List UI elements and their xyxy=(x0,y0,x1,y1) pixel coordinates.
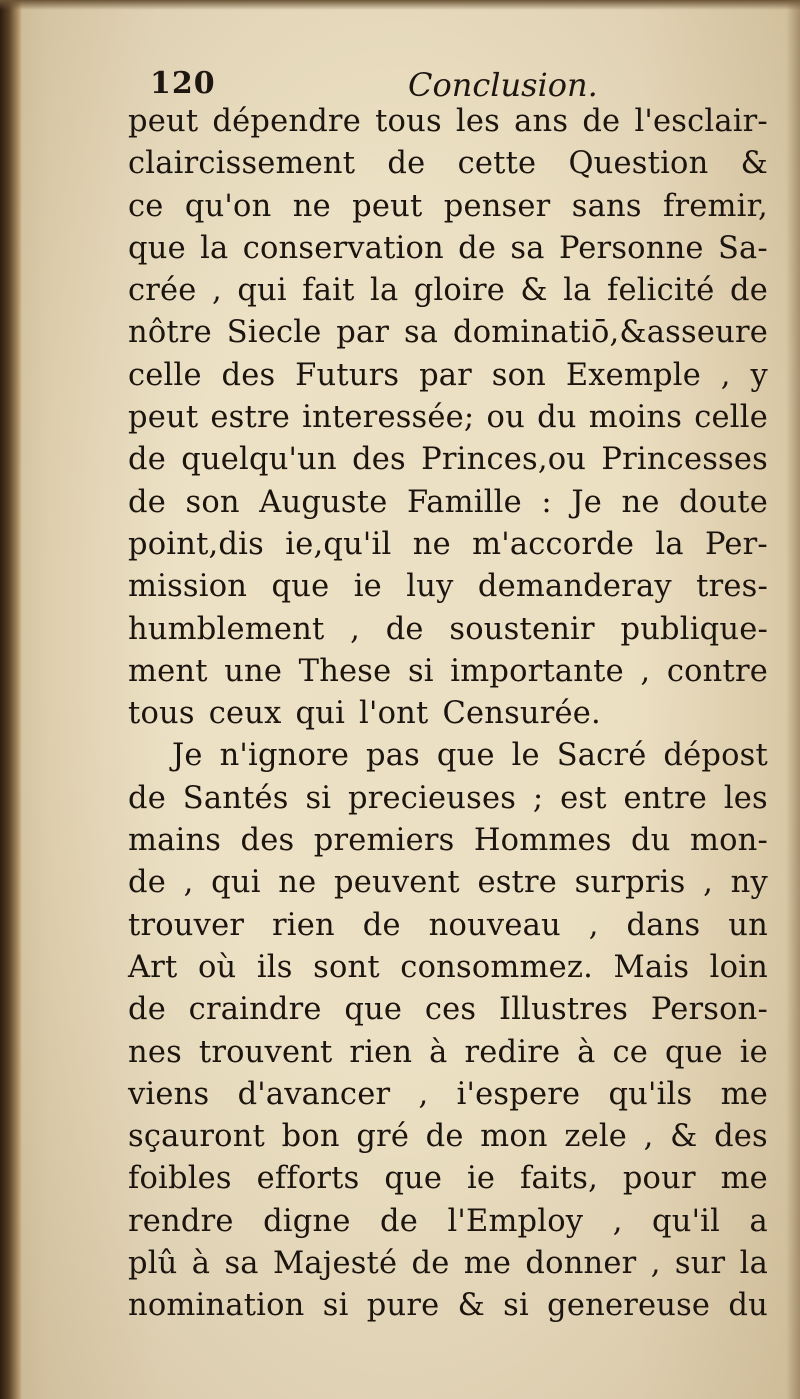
word: ne xyxy=(412,526,451,562)
text-line xyxy=(128,989,768,1031)
word: mains xyxy=(128,823,222,859)
word: These xyxy=(298,653,392,689)
word: ie xyxy=(739,1034,768,1070)
word: d'avancer xyxy=(237,1076,391,1112)
text-line xyxy=(128,270,768,312)
page-right-edge xyxy=(786,0,800,1399)
word: consommez. xyxy=(400,949,594,985)
word: de xyxy=(385,611,424,647)
word: sans xyxy=(571,188,642,224)
text-line xyxy=(128,609,768,651)
word: de xyxy=(362,907,401,943)
text-line xyxy=(128,312,768,354)
word: Censurée. xyxy=(442,696,601,732)
word: a xyxy=(749,1203,768,1239)
word: ne xyxy=(292,188,331,224)
text-line xyxy=(128,693,768,735)
word: viens xyxy=(128,1076,210,1112)
word: ; xyxy=(532,780,544,816)
word: à xyxy=(577,1034,596,1070)
word: Princesses xyxy=(601,442,768,478)
book-spine-shadow xyxy=(0,0,22,1399)
text-line xyxy=(128,735,768,777)
word: si xyxy=(407,653,434,689)
word: de xyxy=(128,780,166,816)
word: par xyxy=(336,315,390,351)
page-top-edge xyxy=(0,0,800,10)
word: du xyxy=(728,1288,768,1324)
word: ils xyxy=(256,949,293,985)
word: crée xyxy=(128,273,197,309)
word: Sacré xyxy=(556,738,647,774)
word: craindre xyxy=(188,992,322,1028)
word: son xyxy=(185,484,240,520)
word: publique- xyxy=(620,611,768,647)
word: redire xyxy=(464,1034,561,1070)
word: de xyxy=(380,1203,418,1239)
word: Illustres xyxy=(498,992,629,1028)
word: que xyxy=(344,992,403,1028)
word: felicité xyxy=(606,273,715,309)
word: qui xyxy=(295,696,346,732)
word: , xyxy=(640,653,651,689)
word: dominatiō,&asseure xyxy=(452,315,768,351)
word: la xyxy=(369,273,399,309)
word: contre xyxy=(666,653,768,689)
word: Question xyxy=(568,146,709,182)
word: ne xyxy=(621,484,660,520)
word: humblement xyxy=(128,611,325,647)
word: rien xyxy=(349,1034,413,1070)
text-line xyxy=(128,566,768,608)
word: , xyxy=(418,1076,429,1112)
word: sont xyxy=(313,949,380,985)
word: de xyxy=(128,484,166,520)
word: son xyxy=(491,357,547,393)
word: sçauront xyxy=(128,1119,266,1155)
word: de xyxy=(411,1246,450,1282)
word: à xyxy=(429,1034,448,1070)
word: si xyxy=(503,1288,529,1324)
word: gré xyxy=(356,1119,410,1155)
word: que xyxy=(436,738,495,774)
word: nôtre xyxy=(128,315,212,351)
word: foibles xyxy=(128,1161,232,1197)
word: point,dis xyxy=(128,526,264,562)
word: trouvent xyxy=(198,1034,333,1070)
text-line xyxy=(128,1032,768,1074)
word: pour xyxy=(622,1161,696,1197)
text-line xyxy=(128,820,768,862)
text-line xyxy=(128,778,768,820)
word: , xyxy=(703,865,713,901)
word: demanderay xyxy=(477,569,672,605)
word: qui xyxy=(237,273,287,309)
word: n'ignore xyxy=(219,738,350,774)
word: peut xyxy=(128,104,199,139)
word: moins xyxy=(588,400,683,436)
word: Art xyxy=(128,949,178,985)
text-line xyxy=(128,524,768,566)
word: ou xyxy=(486,400,525,436)
word: peut xyxy=(128,400,199,436)
word: Exemple xyxy=(565,357,701,393)
word: rien xyxy=(272,907,335,943)
word: , xyxy=(643,1119,654,1155)
word: m'accorde xyxy=(472,526,635,562)
word: premiers xyxy=(313,823,455,859)
word: & xyxy=(670,1119,698,1155)
text-line xyxy=(128,101,768,143)
word: Personne xyxy=(558,230,704,266)
word: des xyxy=(352,442,406,478)
word: quelqu'un xyxy=(181,442,337,478)
word: est xyxy=(560,780,607,816)
word: peuvent xyxy=(334,865,460,901)
word: ne xyxy=(278,865,317,901)
word: ce xyxy=(612,1034,649,1070)
word: ny xyxy=(730,865,768,901)
word: une xyxy=(224,653,283,689)
word: rendre xyxy=(128,1203,234,1239)
text-line xyxy=(128,355,768,397)
word: la xyxy=(739,1246,768,1282)
word: Sa- xyxy=(717,230,768,266)
body-text xyxy=(128,101,768,1328)
text-line xyxy=(128,651,768,693)
word: zele xyxy=(564,1119,628,1155)
word: , xyxy=(183,865,194,901)
word: & xyxy=(520,273,548,309)
text-line xyxy=(128,905,768,947)
word: qu'il xyxy=(652,1203,721,1239)
word: claircissement xyxy=(128,146,356,182)
text-line xyxy=(128,947,768,989)
word: cette xyxy=(457,146,537,182)
word: Auguste xyxy=(259,484,388,520)
word: precieuses xyxy=(348,780,517,816)
word: de xyxy=(128,865,166,901)
word: mission xyxy=(128,569,248,605)
word: Je xyxy=(172,738,203,774)
word: de xyxy=(425,1119,464,1155)
word: ce xyxy=(128,188,164,224)
word: Famille xyxy=(406,484,522,520)
page-number: 120 xyxy=(150,66,216,101)
word: , xyxy=(612,1203,623,1239)
word: peut xyxy=(352,188,423,224)
word: la xyxy=(655,526,684,562)
text-line xyxy=(128,1285,768,1327)
word: ment xyxy=(128,653,208,689)
word: qui xyxy=(211,865,261,901)
word: estre xyxy=(210,400,291,436)
word: Majesté xyxy=(272,1246,398,1282)
word: i'espere xyxy=(456,1076,581,1112)
word: , xyxy=(350,611,361,647)
word: Futurs xyxy=(295,357,400,393)
word: sa xyxy=(403,315,439,351)
word: que xyxy=(128,230,186,266)
word: y xyxy=(750,357,768,393)
word: du xyxy=(537,400,577,436)
text-line xyxy=(128,228,768,270)
word: si xyxy=(305,780,332,816)
word: de xyxy=(729,273,768,309)
word: où xyxy=(197,949,237,985)
word: pure xyxy=(366,1288,440,1324)
word: me xyxy=(463,1246,512,1282)
word: que xyxy=(271,569,330,605)
word: mon- xyxy=(689,823,768,859)
word: Per- xyxy=(705,526,768,562)
word: , xyxy=(650,1246,661,1282)
word: ans xyxy=(514,104,569,139)
word: un xyxy=(728,907,768,943)
word: Santés xyxy=(182,780,289,816)
word: le xyxy=(511,738,540,774)
word: nouveau xyxy=(428,907,561,943)
word: ie,qu'il xyxy=(285,526,392,562)
word: doute xyxy=(679,484,768,520)
word: que xyxy=(664,1034,723,1070)
word: l'esclair- xyxy=(634,104,768,139)
word: digne xyxy=(263,1203,351,1239)
text-line xyxy=(128,482,768,524)
word: ie xyxy=(466,1161,496,1197)
text-line xyxy=(128,1243,768,1285)
word: par xyxy=(419,357,472,393)
word: dépost xyxy=(663,738,768,774)
word: nes xyxy=(128,1034,182,1070)
word: ceux xyxy=(208,696,282,732)
word: les xyxy=(723,780,768,816)
word: & xyxy=(457,1288,485,1324)
word: dépendre xyxy=(212,104,361,139)
word: des xyxy=(714,1119,768,1155)
word: de xyxy=(582,104,621,139)
word: Hommes xyxy=(473,823,612,859)
word: du xyxy=(630,823,671,859)
word: faits, xyxy=(519,1161,599,1197)
word: de xyxy=(128,442,166,478)
word: donner xyxy=(525,1246,637,1282)
word: celle xyxy=(694,400,768,436)
word: soustenir xyxy=(449,611,595,647)
word: l'ont xyxy=(359,696,429,732)
word: qu'ils xyxy=(608,1076,693,1112)
word: nomination xyxy=(128,1288,305,1324)
word: trouver xyxy=(128,907,245,943)
word: des xyxy=(221,357,276,393)
text-line xyxy=(128,1116,768,1158)
word: mon xyxy=(480,1119,548,1155)
word: fait xyxy=(302,273,355,309)
word: estre xyxy=(477,865,558,901)
word: de xyxy=(128,992,166,1028)
word: des xyxy=(240,823,295,859)
text-line xyxy=(128,186,768,228)
word: Mais xyxy=(613,949,690,985)
word: , xyxy=(588,907,599,943)
word: la xyxy=(200,230,229,266)
word: Person- xyxy=(650,992,768,1028)
word: surpris xyxy=(574,865,686,901)
word: tous xyxy=(375,104,442,139)
word: dans xyxy=(626,907,701,943)
word: pas xyxy=(366,738,420,774)
word: interessée; xyxy=(302,400,475,436)
word: sur xyxy=(674,1246,726,1282)
word: les xyxy=(455,104,500,139)
text-line xyxy=(128,1201,768,1243)
text-line xyxy=(128,1158,768,1200)
word: plû xyxy=(128,1246,178,1282)
word: tres- xyxy=(696,569,768,605)
word: sa xyxy=(510,230,545,266)
word: conservation xyxy=(242,230,444,266)
word: & xyxy=(740,146,768,182)
word: bon xyxy=(281,1119,340,1155)
word: me xyxy=(720,1161,768,1197)
word: : xyxy=(541,484,552,520)
word: la xyxy=(563,273,592,309)
word: qu'on xyxy=(184,188,272,224)
word: que xyxy=(384,1161,443,1197)
word: Princes,ou xyxy=(421,442,587,478)
word: entre xyxy=(623,780,708,816)
word: efforts xyxy=(256,1161,360,1197)
word: gloire xyxy=(413,273,505,309)
word: me xyxy=(720,1076,768,1112)
word: penser xyxy=(443,188,551,224)
word: fremir, xyxy=(663,188,768,224)
word: luy xyxy=(406,569,454,605)
word: si xyxy=(322,1288,349,1324)
word: , xyxy=(720,357,731,393)
word: , xyxy=(211,273,222,309)
word: genereuse xyxy=(547,1288,711,1324)
word: à xyxy=(191,1246,211,1282)
running-head: Conclusion. xyxy=(408,66,598,104)
word: celle xyxy=(128,357,202,393)
text-line xyxy=(128,397,768,439)
text-line xyxy=(128,143,768,185)
word: ces xyxy=(424,992,477,1028)
word: importante xyxy=(450,653,624,689)
word: loin xyxy=(709,949,768,985)
word: l'Employ xyxy=(447,1203,584,1239)
text-line xyxy=(128,439,768,481)
word: de xyxy=(458,230,497,266)
word: sa xyxy=(224,1246,259,1282)
word: Siecle xyxy=(226,315,322,351)
word: tous xyxy=(128,696,195,732)
word: ie xyxy=(353,569,382,605)
text-line xyxy=(128,1074,768,1116)
text-line xyxy=(128,862,768,904)
word: Je xyxy=(571,484,603,520)
word: de xyxy=(387,146,426,182)
